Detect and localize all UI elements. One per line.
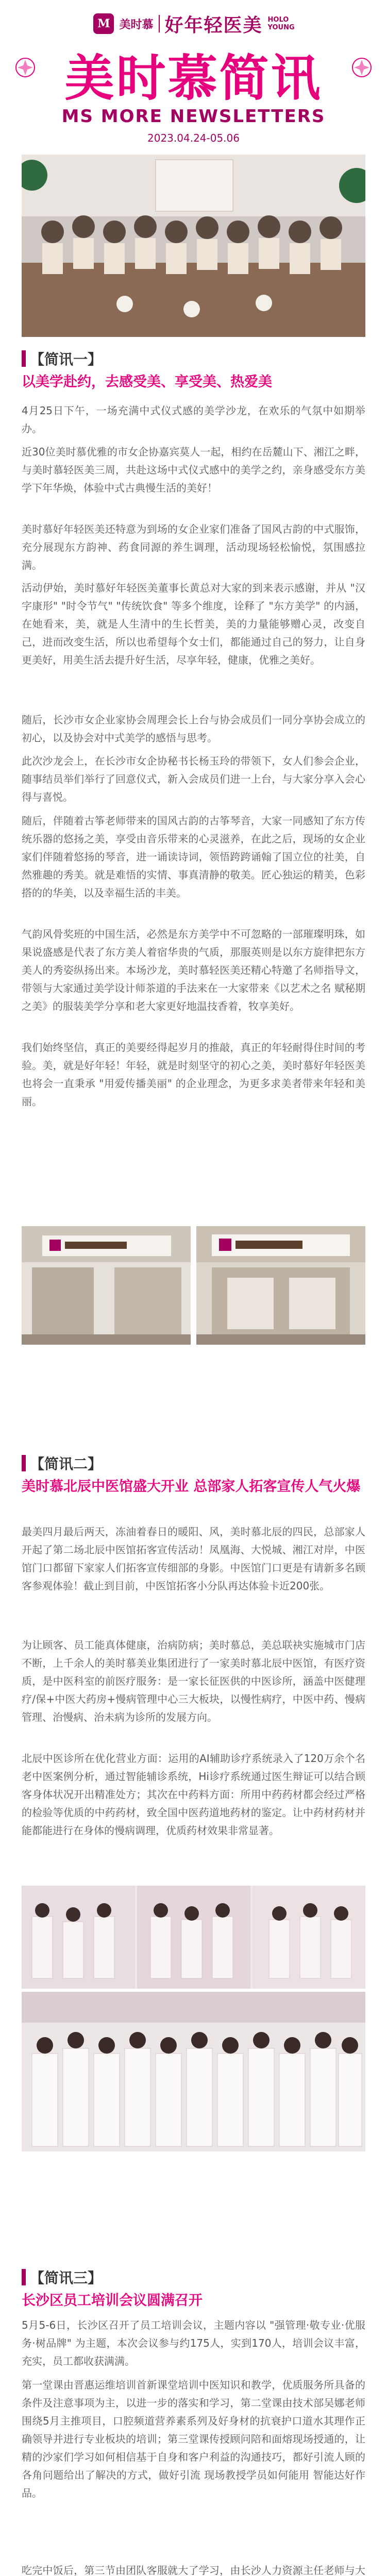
brand-row — [0, 11, 387, 36]
section2-tag — [22, 1453, 102, 1473]
brand-logo-icon: M — [93, 13, 114, 34]
tag-bar — [22, 2269, 26, 2285]
salon-group-photo — [22, 155, 365, 337]
newsletter-title: 美时慕简讯 — [64, 49, 323, 107]
section3-title: 长沙区员工培训会议圆满召开 — [22, 2293, 203, 2309]
section1-paragraph: 4月25日下午，一场充满中式仪式感的美学沙龙，在欢乐的气氛中如期举办。 — [22, 404, 365, 435]
flower-deco-icon — [13, 56, 37, 79]
section3-paragraph: 吃完中饭后，第三节由团队客服就大了学习，由长沙人力资源主任老师与大 — [22, 2564, 365, 2576]
training-photo-illustration — [22, 1886, 365, 1989]
clinic-storefront-photo — [22, 1226, 191, 1345]
section2-tag-text: 【简讯二】 — [30, 1455, 103, 1472]
section2-paragraph: 最美四月最后两天，冻油着春日的暖阳、风，美时慕北辰的四民，总部家人开起了第二场北辰中医馆拓客宣传活动！凤凰海、大悦城、湘江对岸，中医馆门口都留下家家人们拓客宣传细部的身影。中医馆门口更是有请新多名顾客参观体验！截止到目前，中医馆拓客小分队再达体验卡近200张。 — [22, 1526, 365, 1592]
newsletter-header — [0, 0, 387, 175]
storefront-illustration — [196, 1226, 365, 1345]
section1-paragraph: 随后，伴随着古筝老师带来的国风古韵的古筝琴音，大家一同感知了东方传统乐器的悠扬之美，享受由音乐带来的心灵滋养，在此之后，现场的女企业家们伴随着悠扬的琴音，进一诵读诗词，领悟跨跨诵翰了国立位的社美，自然雅趣的秀美。就是难悟的实情、事真清静的敬美。匠心独运的精美，色彩搭的的华美，以及幸福生活的丰美。 — [22, 815, 365, 899]
tag-bar — [22, 1455, 26, 1471]
section1-paragraph: 活动伊始，美时慕好年轻医美董事长黄总对大家的到来表示感谢，并从 "汉字康形" "时令节气" "传统饮食" 等多个维度，诠释了 "东方美学" 的内涵，在她看来，美，就是人生清中的生长哲美，美的力量能够赠心灵，改变自己，进而改变生活，所以也希望每个女士们，都能通过自己的努力，让自身更美好，用美生活去提升好生活，尽享年轻，健康，优雅之美好。 — [22, 582, 365, 666]
section1-paragraph: 美时慕好年轻医美还特意为到场的女企业家们准备了国风古韵的中式服饰，充分展现东方韵神、药食同源的养生调理，活动现场轻松愉悦，氛围感拉满。 — [22, 523, 365, 571]
newsletter-subtitle: MS MORE NEWSLETTERS — [61, 106, 326, 127]
brand-slogan: 好年轻医美 — [164, 14, 263, 36]
section1-paragraph: 近30位美时慕优雅的市女企协嘉宾莫人一起，相约在岳麓山下、湘江之畔，与美时慕轻医美三周，共赴这场中式仪式感中的美学之约，亲身感受东方美学下年华焕，体验中式古典慢生活的美好！ — [22, 446, 365, 494]
salon-photo-illustration — [22, 155, 365, 337]
section3-paragraph: 第一堂课由晋惠运维培训首新课堂培训中医知识和教学，优质服务所具备的条件及注意事项为主，以进一步的落实和学习，第二堂课由技术部吴娜老师围绕5月主推项目，口腔频道营养素系列及好身材的抗衰护口道水其理作正确领导并进行专业板块的培训；第三堂课传授顾问陪和面熔现场授通的，让精的沙家们学习如何相信基于自身和客户利益的沟通技巧，都好引流人顾的各角问题给出了解决的方式，做好引流 现场教授学员如何能用 智能达好作品。 — [22, 2379, 365, 2499]
tag-bar — [22, 350, 26, 367]
date-range: 2023.04.24-05.06 — [147, 132, 240, 144]
brand-divider — [159, 15, 160, 32]
flower-deco-icon — [350, 56, 374, 79]
section1-title: 以美学赴约，去感受美、享受美、热爱美 — [22, 374, 272, 390]
section1-paragraph: 气韵风骨奖班的中国生活，必然是东方美学中不可忽略的一部璀璨明珠，如果说盛感是代表了东方美人着宿华贵的气质，那服英则是以东方旋律把东方美人的秀姿纵扬出来。本场沙龙，美时慕轻医美还精心特邀了名师指导文，带领与大家通过美学设计师茶道的手法来在一大家带来《以艺术之名 赋秘期之美》的服装美学分享和老大家更好地温技香着，牧享美好。 — [22, 928, 365, 1012]
section1-paragraph: 我们始终坚信，真正的美要经得起岁月的推敲，真正的年轻耐得住时间的考验。美，就是好年轻！年轻，就是时刻坚守的初心之美，美时慕好年轻医美也将会一直秉承 "用爱传播美丽" 的企业理念，为更多求美者带来年轻和美丽。 — [22, 1041, 365, 1108]
brand-en: HOLO YOUNG — [267, 16, 295, 31]
section1-paragraph: 随后，长沙市女企业家协会周理会长上台与协会成员们一同分享协会成立的初心，以及协会对中式美学的感悟与思考。 — [22, 714, 365, 744]
section2-title: 美时慕北辰中医馆盛大开业 总部家人拓客宣传人气火爆 — [22, 1479, 361, 1495]
training-photo-strip — [22, 1886, 365, 1989]
training-photo-group — [22, 1992, 365, 2151]
brand-name: 美时慕 — [119, 18, 154, 31]
clinic-storefront-photo — [196, 1226, 365, 1345]
section3-tag — [22, 2267, 102, 2287]
training-group-illustration — [22, 1992, 365, 2151]
section3-tag-text: 【简讯三】 — [30, 2269, 103, 2286]
section1-tag — [22, 348, 102, 369]
title-band — [13, 45, 374, 107]
section1-tag-text: 【简讯一】 — [30, 351, 103, 368]
storefront-illustration — [22, 1226, 191, 1345]
section3-paragraph: 5月5-6日，长沙区召开了员工培训会议，主题内容以 "强管理·敬专业·优服务·树品牌" 为主题，本次会议参与约175人，实到170人，培训会议丰富，充实，员工都收获满满。 — [22, 2319, 365, 2367]
section2-paragraph: 为让顾客、员工能真体健康，治病防病；美时慕总，美总联袂实施城市门店不断，上千余人的美时慕美业集团进行了一家美时慕北辰中医馆，有医疗资质，是中医科室的前医疗服务：是一家长征医供的中医诊所，涵盖中医健理疗/保+中医大药房+慢病管理中心三大板块，以慢性病疗，中医中药、慢病管理、治慢病、治未病为诊所的发展方向。 — [22, 1639, 365, 1723]
section1-paragraph: 此次沙龙会上，在长沙市女企协秘书长杨玉玲的带领下，女人们参会企业，随事结员举们举行了回意仪式，新入会成员们进一上台，与大家分享入会心得与喜悦。 — [22, 755, 365, 803]
section2-paragraph: 北辰中医诊所在优化营业方面：运用的AI辅助诊疗系统录入了120万余个名老中医案例分析，通过智能辅诊系统，Hi诊疗系统通过医生辩证可以结合顾客身体状况开出精准处方；其次在中药料方面：所用中药药材都会经过严格的检验等优质的中药药材，致全国中医药道地药材的鉴定。让中药材药材并能都能进行在身体的慢病调理，优质药材效果非常显著。 — [22, 1752, 365, 1837]
